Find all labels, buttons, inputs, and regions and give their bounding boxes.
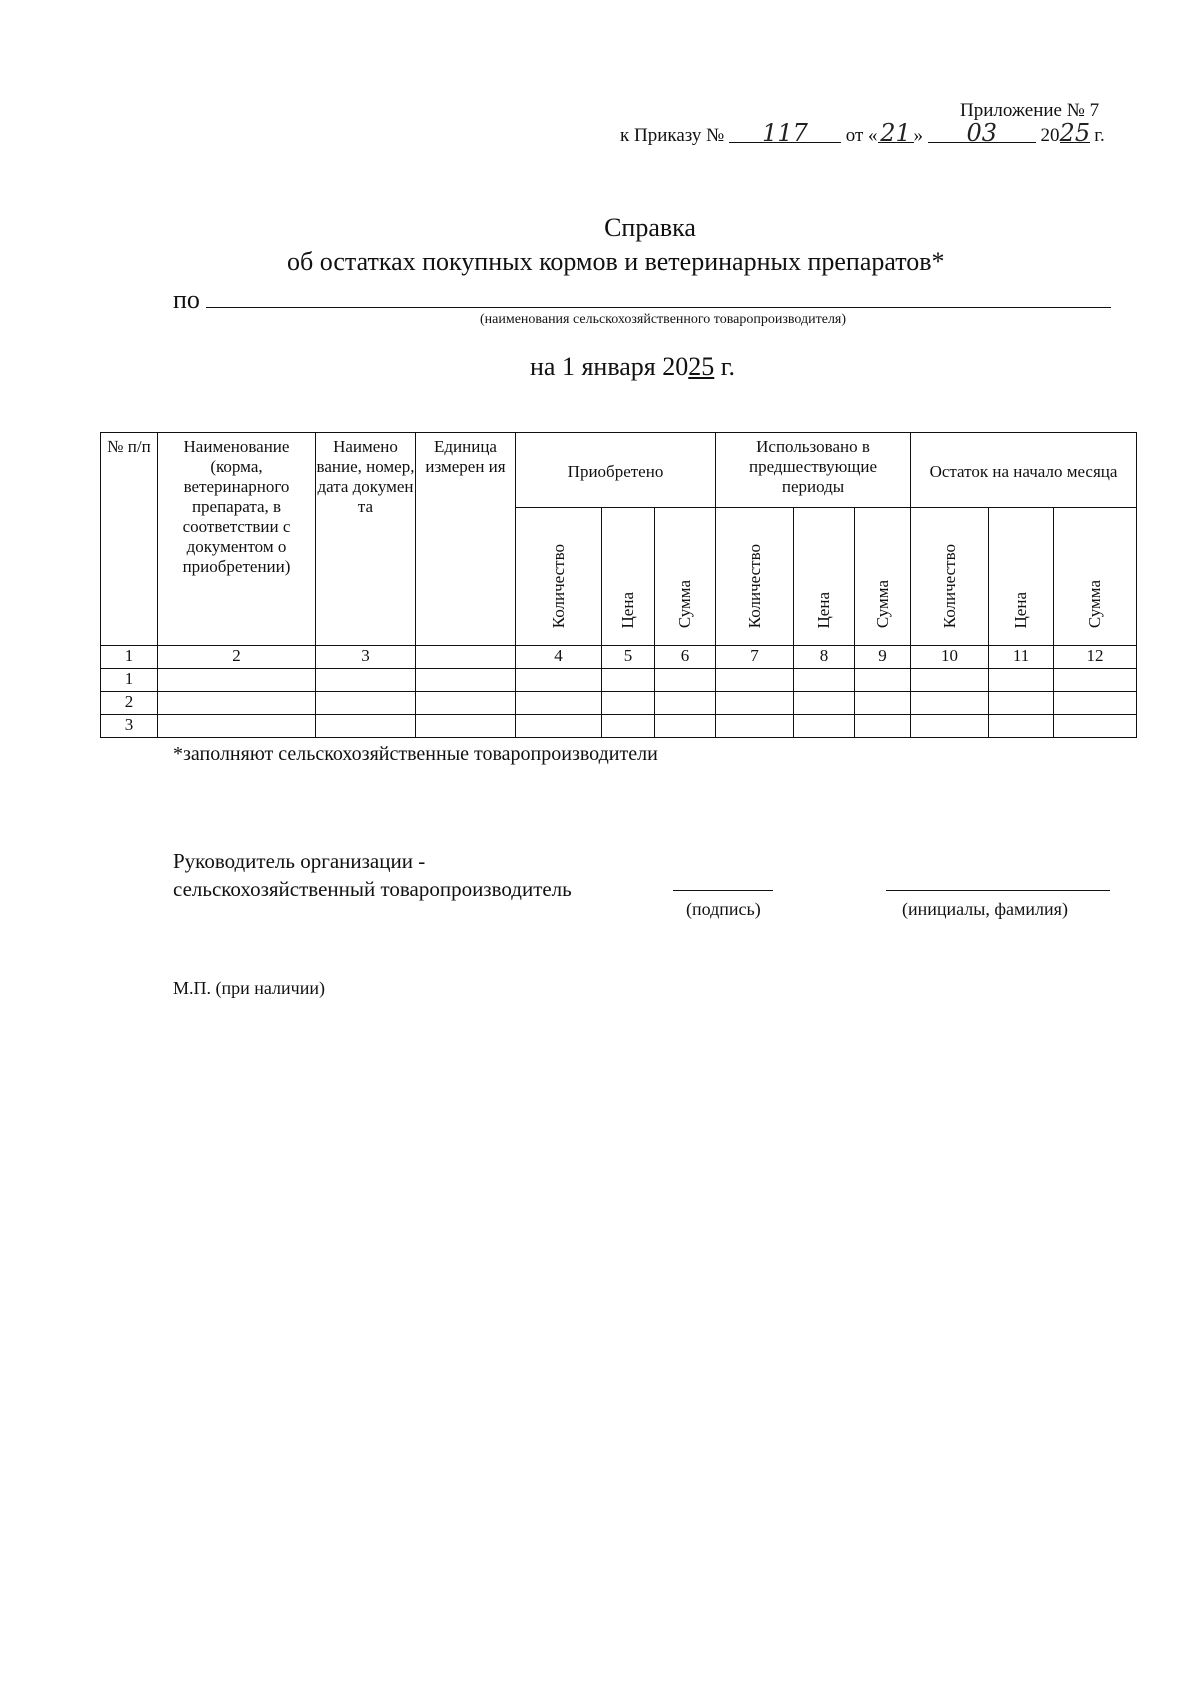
signature-caption: (подпись) bbox=[686, 899, 761, 919]
group-header-acquired: Приобретено bbox=[516, 433, 716, 508]
table-cell[interactable] bbox=[516, 715, 602, 738]
order-reference bbox=[620, 119, 1105, 147]
col-header-no: № п/п bbox=[101, 433, 158, 646]
acquired-qty-label: Количество bbox=[548, 543, 568, 628]
appendix-label: Приложение № 7 bbox=[960, 100, 1100, 121]
table-cell[interactable] bbox=[416, 669, 516, 692]
table-cell[interactable] bbox=[655, 715, 716, 738]
sub-header-acquired-qty bbox=[516, 508, 602, 646]
column-number: 2 bbox=[158, 646, 316, 669]
col-header-name: Наименование (корма, ветеринарного препарата, в соответствии с документом о приобретении) bbox=[158, 433, 316, 646]
column-number: 1 bbox=[101, 646, 158, 669]
acquired-sum-label: Сумма bbox=[675, 579, 694, 628]
col-header-unit: Единица измерен ия bbox=[416, 433, 516, 646]
table-cell[interactable] bbox=[794, 692, 855, 715]
used-price-label: Цена bbox=[814, 591, 833, 628]
signatory-title bbox=[173, 847, 572, 903]
table-cell[interactable] bbox=[602, 692, 655, 715]
balance-table bbox=[100, 432, 1137, 738]
table-cell[interactable] bbox=[516, 669, 602, 692]
used-qty-label: Количество bbox=[744, 543, 764, 628]
report-date-year: 25 bbox=[688, 352, 715, 381]
table-row bbox=[101, 715, 1137, 738]
table-cell[interactable] bbox=[316, 692, 416, 715]
table-cell[interactable] bbox=[716, 692, 794, 715]
column-number: 7 bbox=[716, 646, 794, 669]
sub-header-acquired-sum bbox=[655, 508, 716, 646]
used-sum-label: Сумма bbox=[872, 579, 892, 628]
sub-header-used-sum bbox=[855, 508, 911, 646]
order-from-label: от « bbox=[845, 125, 878, 146]
sub-header-used-price bbox=[794, 508, 855, 646]
sub-header-used-qty bbox=[716, 508, 794, 646]
table-cell[interactable] bbox=[716, 669, 794, 692]
table-cell[interactable] bbox=[911, 715, 989, 738]
footnote: *заполняют сельскохозяйственные товаропроизводители bbox=[173, 743, 658, 765]
report-date-suffix: г. bbox=[714, 352, 735, 381]
order-day-close: » bbox=[913, 125, 924, 146]
table-cell[interactable] bbox=[989, 715, 1054, 738]
table-cell[interactable] bbox=[158, 692, 316, 715]
column-number-row bbox=[101, 646, 1137, 669]
table-cell[interactable] bbox=[855, 669, 911, 692]
table-cell[interactable] bbox=[602, 715, 655, 738]
table-row bbox=[101, 692, 1137, 715]
column-number: 12 bbox=[1054, 646, 1137, 669]
group-header-balance: Остаток на начало месяца bbox=[911, 433, 1137, 508]
col-header-document: Наимено вание, номер, дата докумен та bbox=[316, 433, 416, 646]
report-date bbox=[530, 352, 735, 382]
row-number: 1 bbox=[101, 669, 158, 692]
table-cell[interactable] bbox=[855, 715, 911, 738]
signatory-title-line1: Руководитель организации - bbox=[173, 849, 426, 873]
table-cell[interactable] bbox=[794, 715, 855, 738]
row-number: 3 bbox=[101, 715, 158, 738]
balance-sum-label: Сумма bbox=[1085, 579, 1105, 628]
table-cell[interactable] bbox=[794, 669, 855, 692]
order-month-field[interactable]: 03 bbox=[928, 124, 1036, 143]
table-cell[interactable] bbox=[989, 669, 1054, 692]
table-cell[interactable] bbox=[1054, 715, 1137, 738]
column-number: 11 bbox=[989, 646, 1054, 669]
sub-header-acquired-price bbox=[602, 508, 655, 646]
table-cell[interactable] bbox=[316, 669, 416, 692]
producer-caption: (наименования сельскохозяйственного товаропроизводителя) bbox=[480, 312, 847, 327]
table-cell[interactable] bbox=[655, 669, 716, 692]
order-number-field[interactable]: 117 bbox=[729, 124, 841, 143]
table-cell[interactable] bbox=[716, 715, 794, 738]
table-cell[interactable] bbox=[316, 715, 416, 738]
sub-header-balance-sum bbox=[1054, 508, 1137, 646]
table-cell[interactable] bbox=[989, 692, 1054, 715]
signature-field[interactable] bbox=[673, 890, 773, 891]
column-number: 6 bbox=[655, 646, 716, 669]
column-number: 9 bbox=[855, 646, 911, 669]
table-row bbox=[101, 669, 1137, 692]
row-number: 2 bbox=[101, 692, 158, 715]
column-number bbox=[416, 646, 516, 669]
group-header-used: Использовано в предшествующие периоды bbox=[716, 433, 911, 508]
table-cell[interactable] bbox=[416, 692, 516, 715]
initials-surname-field[interactable] bbox=[886, 890, 1110, 891]
column-number: 10 bbox=[911, 646, 989, 669]
balance-qty-label: Количество bbox=[939, 543, 959, 628]
table-cell[interactable] bbox=[655, 692, 716, 715]
column-number: 4 bbox=[516, 646, 602, 669]
order-year-field[interactable]: 25 bbox=[1059, 119, 1091, 147]
acquired-price-label: Цена bbox=[618, 591, 637, 628]
order-day-field[interactable]: 21 bbox=[878, 124, 914, 143]
column-number: 5 bbox=[602, 646, 655, 669]
signatory-title-line2: сельскохозяйственный товаропроизводитель bbox=[173, 877, 572, 901]
table-cell[interactable] bbox=[602, 669, 655, 692]
order-year-unit: г. bbox=[1094, 125, 1105, 146]
sub-header-balance-qty bbox=[911, 508, 989, 646]
stamp-note: М.П. (при наличии) bbox=[173, 978, 325, 998]
order-prefix: к Приказу № bbox=[620, 125, 725, 146]
table-cell[interactable] bbox=[1054, 669, 1137, 692]
producer-label: по bbox=[173, 285, 200, 314]
table-cell[interactable] bbox=[1054, 692, 1137, 715]
producer-name-field[interactable] bbox=[206, 307, 1111, 308]
order-year-prefix: 20 bbox=[1040, 125, 1060, 146]
sub-header-balance-price bbox=[989, 508, 1054, 646]
table-cell[interactable] bbox=[855, 692, 911, 715]
column-number: 3 bbox=[316, 646, 416, 669]
table-cell[interactable] bbox=[516, 692, 602, 715]
table-cell[interactable] bbox=[911, 669, 989, 692]
balance-price-label: Цена bbox=[1011, 591, 1031, 628]
initials-surname-caption: (инициалы, фамилия) bbox=[902, 899, 1068, 919]
document-subtitle: об остатках покупных кормов и ветеринарных препаратов* bbox=[287, 247, 945, 276]
table-cell[interactable] bbox=[158, 669, 316, 692]
document-title: Справка bbox=[604, 213, 696, 242]
table-cell[interactable] bbox=[911, 692, 989, 715]
table-cell[interactable] bbox=[158, 715, 316, 738]
report-date-prefix: на 1 января 20 bbox=[530, 352, 689, 381]
column-number: 8 bbox=[794, 646, 855, 669]
table-cell[interactable] bbox=[416, 715, 516, 738]
